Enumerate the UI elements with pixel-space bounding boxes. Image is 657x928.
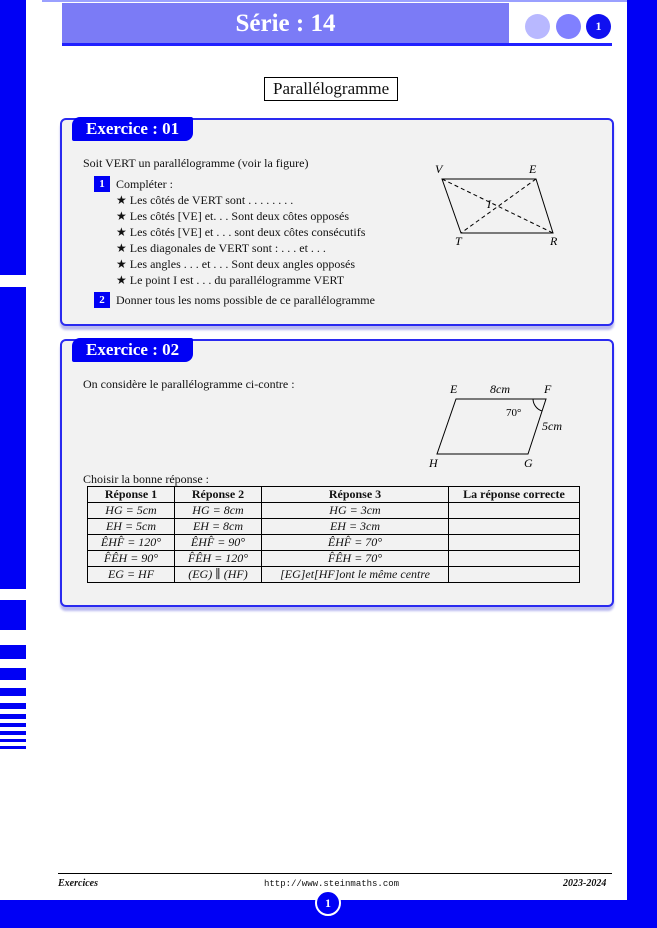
table-cell: [EG]et[HF]ont le même centre <box>262 567 449 583</box>
answer-cell[interactable] <box>449 519 580 535</box>
parallelogram-outline <box>437 399 546 454</box>
answer-cell[interactable] <box>449 551 580 567</box>
question-2-label: Donner tous les noms possible de ce parallélogramme <box>116 293 375 307</box>
parallelogram-vert-figure <box>425 155 575 250</box>
left-border-stripe <box>0 746 26 749</box>
table-cell: ÊHF̂ = 70° <box>262 535 449 551</box>
series-title: Série : 14 <box>62 3 509 45</box>
vertex-label-h: H <box>429 456 438 470</box>
footer-label: Exercices <box>58 878 98 889</box>
list-item: ★ Les angles . . . et . . . Sont deux angles opposés <box>116 257 356 271</box>
list-item: ★ Les côtés [VE] et. . . Sont deux côtes opposés <box>116 209 350 223</box>
question-1-number: 1 <box>94 176 110 192</box>
left-border-bar <box>0 0 26 275</box>
table-cell: EH = 5cm <box>88 519 175 535</box>
left-border-bar <box>0 287 26 589</box>
table-row <box>88 503 580 519</box>
column-header: Réponse 3 <box>262 487 449 503</box>
side-length-top: 8cm <box>490 382 510 396</box>
table-cell: (EG) ∥ (HF) <box>175 567 262 583</box>
header-rule <box>62 43 612 46</box>
vertex-label-t: T <box>455 234 462 248</box>
left-border-bar <box>0 600 26 630</box>
table-cell: EH = 8cm <box>175 519 262 535</box>
vertex-label-f: F <box>544 382 552 396</box>
list-item: ★ Les diagonales de VERT sont : . . . et . . . <box>116 241 326 255</box>
list-item: ★ Les côtés de VERT sont . . . . . . . . <box>116 193 294 207</box>
table-row <box>88 567 580 583</box>
table-cell: F̂ÊH = 70° <box>262 551 449 567</box>
right-border-bar <box>627 0 657 928</box>
table-cell: ÊHF̂ = 90° <box>175 535 262 551</box>
exercise-1-intro: Soit VERT un parallélogramme (voir la figure) <box>83 156 309 170</box>
left-border-stripe <box>0 645 26 659</box>
left-border-stripe <box>0 731 26 735</box>
table-cell: EG = HF <box>88 567 175 583</box>
table-cell: HG = 3cm <box>262 503 449 519</box>
table-row <box>88 519 580 535</box>
left-border-stripe <box>0 688 26 696</box>
center-label-i: I <box>487 197 491 211</box>
column-header: Réponse 1 <box>88 487 175 503</box>
side-length-right: 5cm <box>542 419 562 433</box>
left-border-stripe <box>0 723 26 727</box>
parallelogram-efgh-figure <box>420 378 580 473</box>
vertex-label-e: E <box>529 162 537 176</box>
left-border-stripe <box>0 739 26 742</box>
left-border-stripe <box>0 703 26 709</box>
top-rule <box>42 0 627 2</box>
angle-arc <box>533 399 542 411</box>
decorative-dot <box>525 14 550 39</box>
left-border-stripe <box>0 714 26 719</box>
table-row <box>88 551 580 567</box>
list-item: ★ Les côtés [VE] et . . . sont deux côtes consécutifs <box>116 225 366 239</box>
exercise-2-tab: Exercice : 02 <box>72 338 193 362</box>
table-cell: HG = 5cm <box>88 503 175 519</box>
vertex-label-g: G <box>524 456 533 470</box>
exercise-2-intro: On considère le parallélogramme ci-contre : <box>83 377 295 391</box>
table-cell: HG = 8cm <box>175 503 262 519</box>
table-row <box>88 535 580 551</box>
document-title: Parallélogramme <box>264 77 398 101</box>
table-cell: EH = 3cm <box>262 519 449 535</box>
table-cell: ÊHF̂ = 120° <box>88 535 175 551</box>
footer-year: 2023-2024 <box>563 878 607 889</box>
page-badge: 1 <box>586 14 611 39</box>
table-cell: F̂ÊH = 120° <box>175 551 262 567</box>
decorative-dot <box>556 14 581 39</box>
choose-instruction: Choisir la bonne réponse : <box>83 472 209 486</box>
left-border-stripe <box>0 668 26 680</box>
answer-cell[interactable] <box>449 503 580 519</box>
vertex-label-e: E <box>450 382 458 396</box>
angle-label: 70° <box>506 407 522 419</box>
parallelogram-outline <box>442 179 553 233</box>
column-header: La réponse correcte <box>449 487 580 503</box>
diagonal-et <box>461 179 536 233</box>
page-number: 1 <box>315 890 341 916</box>
list-item: ★ Le point I est . . . du parallélogramme VERT <box>116 273 345 287</box>
column-header: Réponse 2 <box>175 487 262 503</box>
vertex-label-v: V <box>435 162 443 176</box>
answer-cell[interactable] <box>449 535 580 551</box>
answer-table <box>87 486 580 583</box>
question-1-label: Compléter : <box>116 177 173 191</box>
exercise-1-tab: Exercice : 01 <box>72 117 193 141</box>
question-2-number: 2 <box>94 292 110 308</box>
table-cell: F̂ÊH = 90° <box>88 551 175 567</box>
footer-rule <box>58 873 612 874</box>
table-header-row <box>88 487 580 503</box>
vertex-label-r: R <box>550 234 558 248</box>
footer-url-link[interactable]: http://www.steinmaths.com <box>264 879 400 889</box>
answer-cell[interactable] <box>449 567 580 583</box>
